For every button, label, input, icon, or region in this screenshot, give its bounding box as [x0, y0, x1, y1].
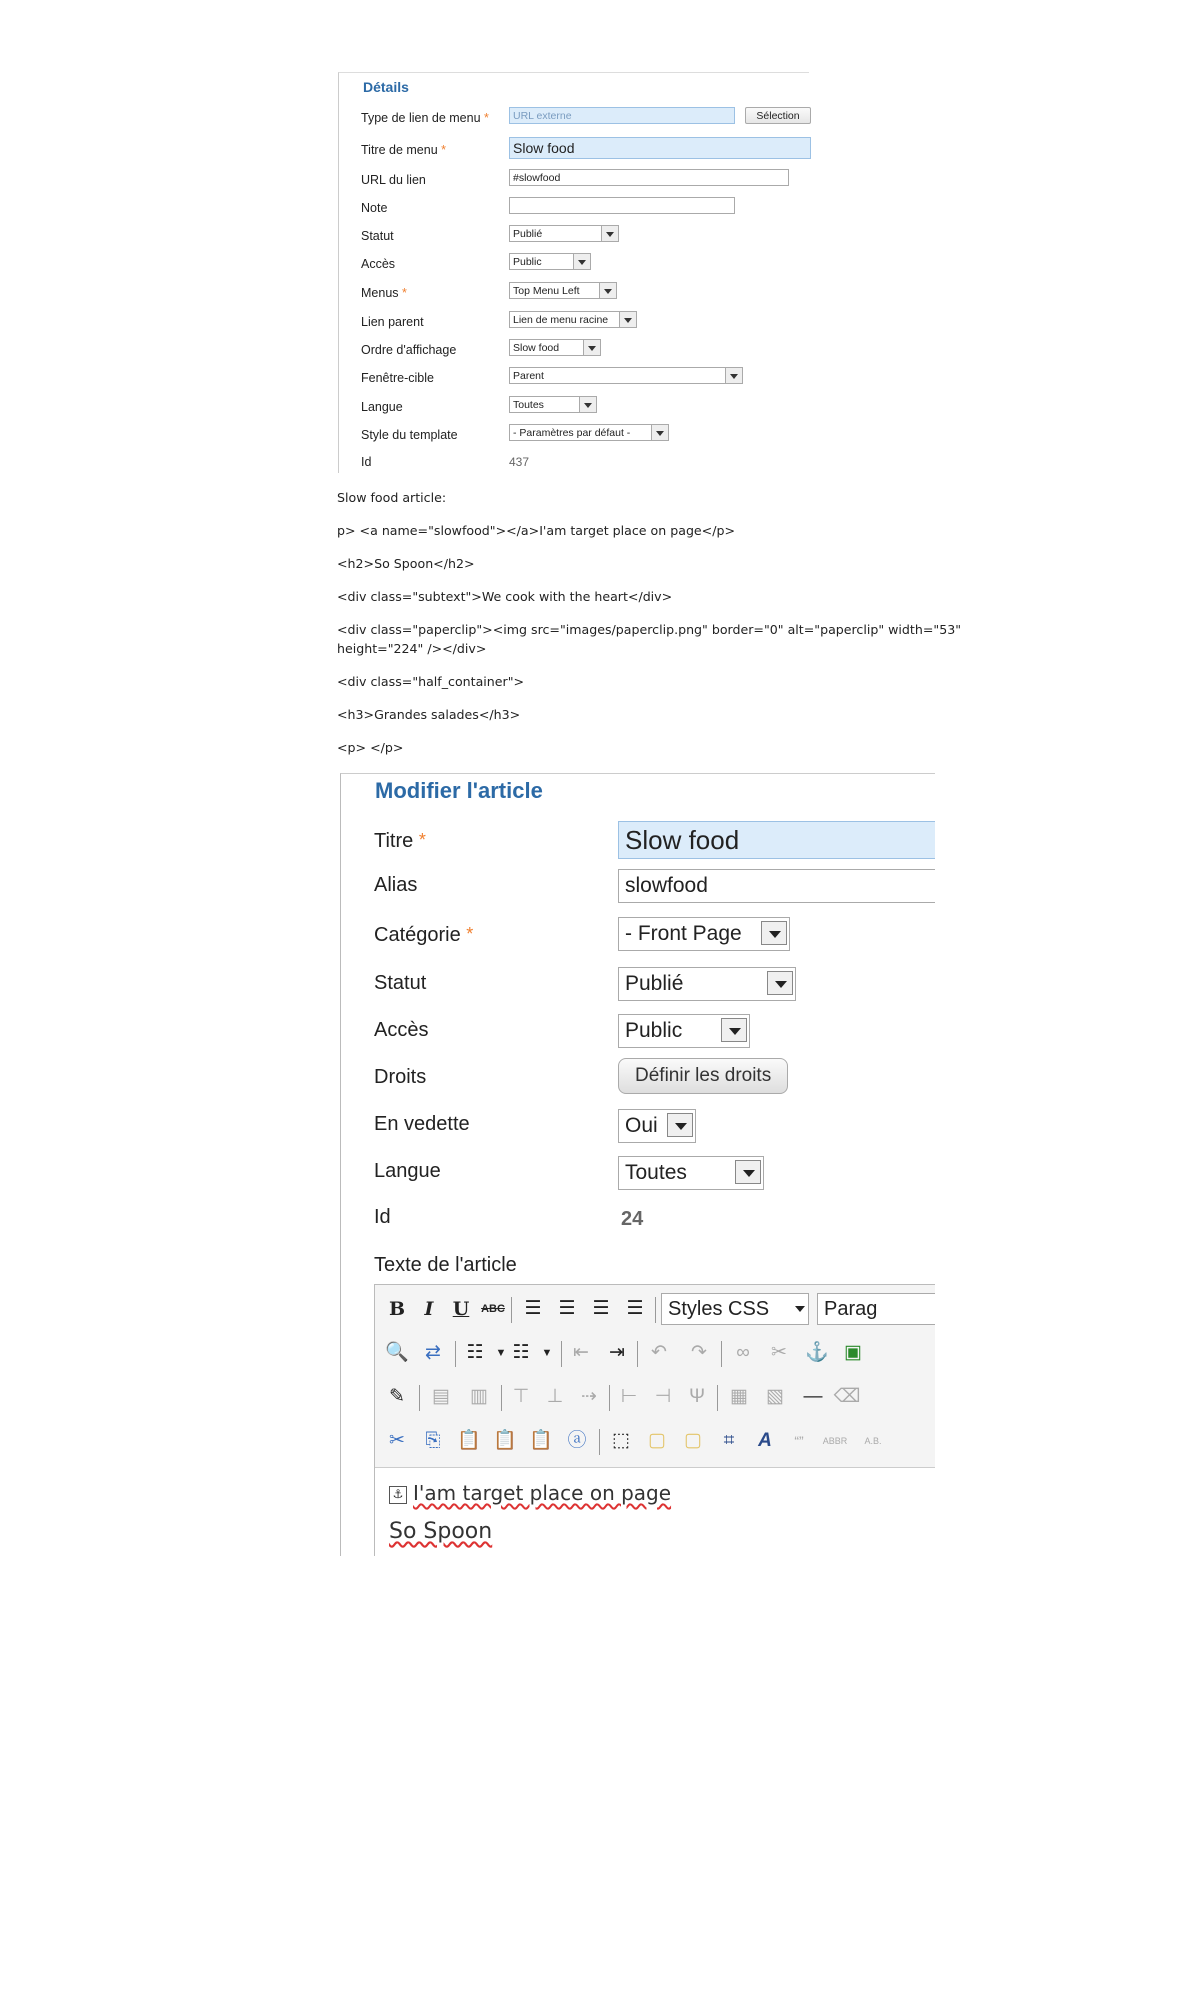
label-statut: Statut	[374, 972, 427, 994]
code-line-4: <div class="subtext">We cook with the heart</div>	[337, 589, 673, 604]
label-acces: Accès	[361, 257, 396, 271]
format-select[interactable]	[817, 1293, 935, 1325]
label-langue: Langue	[374, 1160, 441, 1182]
required-mark: *	[441, 143, 447, 157]
select-all-icon[interactable]: ⓐ	[567, 1430, 587, 1451]
label-statut: Statut	[361, 229, 394, 243]
align-justify-icon[interactable]: ☰	[626, 1298, 644, 1319]
separator	[717, 1385, 718, 1411]
editor-content[interactable]	[389, 1481, 935, 1544]
fenetre-value: Parent	[513, 370, 544, 382]
separator	[637, 1341, 638, 1367]
chevron-down-icon	[619, 312, 636, 327]
insert-row-after-icon[interactable]: ⊥	[546, 1386, 564, 1407]
vedette-select[interactable]	[618, 1109, 696, 1143]
acces-select[interactable]	[509, 253, 591, 270]
acronym-icon[interactable]: A.B.	[864, 1436, 882, 1446]
bold-icon[interactable]: B	[388, 1298, 406, 1320]
separator	[511, 1297, 512, 1323]
label-titre: Titre	[374, 830, 414, 852]
chevron-down-icon	[761, 921, 787, 945]
chevron-down-icon	[735, 1160, 761, 1184]
row-id	[361, 451, 811, 473]
styles-css-select[interactable]	[661, 1293, 809, 1325]
row-note	[361, 197, 811, 219]
categorie-value: - Front Page	[625, 922, 742, 945]
details-legend: Détails	[359, 79, 413, 95]
label-alias: Alias	[374, 874, 418, 896]
style-template-select[interactable]	[509, 424, 669, 441]
chevron-down-icon	[599, 283, 616, 298]
required-mark: *	[484, 111, 489, 125]
align-center-icon[interactable]: ☰	[558, 1298, 576, 1319]
statut-select[interactable]	[618, 967, 796, 1001]
label-url-lien: URL du lien	[361, 173, 426, 187]
quote-icon[interactable]: “”	[794, 1433, 804, 1449]
vedette-value: Oui	[625, 1114, 658, 1137]
required-mark: *	[402, 286, 407, 300]
paste-icon[interactable]: 📋	[457, 1430, 481, 1451]
separator	[609, 1385, 610, 1411]
table-cell-props-icon[interactable]: ▥	[470, 1386, 488, 1407]
ordre-value: Slow food	[513, 342, 560, 354]
abbr-icon[interactable]: ABBR	[822, 1436, 848, 1446]
indent-icon[interactable]: ⇥	[609, 1342, 625, 1363]
content-text-1: I'am target place on page	[413, 1481, 672, 1505]
replace-icon[interactable]: ⇄	[425, 1342, 441, 1363]
type-lien-field[interactable]: URL externe	[509, 107, 735, 124]
separator	[655, 1297, 656, 1323]
label-langue: Langue	[361, 400, 403, 414]
chevron-down-icon	[721, 1018, 747, 1042]
article-legend: Modifier l'article	[371, 778, 547, 804]
find-icon[interactable]: 🔍	[385, 1342, 409, 1363]
menus-value: Top Menu Left	[513, 285, 580, 297]
statut-value: Publié	[625, 972, 684, 995]
label-type-lien: Type de lien de menu	[361, 111, 481, 125]
separator	[599, 1429, 600, 1455]
code-line-2: p> <a name="slowfood"></a>I'am target place on page</p>	[337, 523, 736, 538]
format-value: Parag	[824, 1298, 878, 1320]
selection-button[interactable]: Sélection	[745, 107, 811, 124]
row-statut	[361, 225, 811, 247]
definir-droits-button[interactable]: Définir les droits	[618, 1058, 788, 1094]
article-panel	[340, 773, 935, 1556]
url-lien-input[interactable]: #slowfood	[509, 169, 789, 186]
image-icon[interactable]: ▣	[844, 1342, 862, 1363]
strikethrough-icon[interactable]: ABC	[481, 1303, 505, 1315]
note-input[interactable]	[509, 197, 735, 214]
ordre-select[interactable]	[509, 339, 601, 356]
code-line-7: <div class="half_container">	[337, 674, 525, 689]
row-langue	[361, 396, 811, 418]
titre-menu-input[interactable]: Slow food	[509, 137, 811, 159]
id-value: 24	[621, 1208, 644, 1230]
table-row-props-icon[interactable]: ▤	[432, 1386, 450, 1407]
layer-icon[interactable]: ▢	[648, 1430, 666, 1451]
insert-col-before-icon[interactable]: ⊢	[620, 1386, 638, 1407]
separator	[721, 1341, 722, 1367]
label-vedette: En vedette	[374, 1113, 470, 1135]
editor-toolbar	[375, 1285, 935, 1468]
code-line-8: <h3>Grandes salades</h3>	[337, 707, 521, 722]
fenetre-select[interactable]	[509, 367, 743, 384]
paste-word-icon[interactable]: 📋	[529, 1430, 553, 1451]
row-ordre	[361, 339, 811, 361]
copy-icon[interactable]: ⎘	[425, 1430, 441, 1451]
titre-input[interactable]: Slow food	[618, 821, 935, 859]
acces-value: Public	[625, 1019, 683, 1042]
label-categorie: Catégorie	[374, 924, 461, 946]
bullet-list-icon[interactable]: ☷	[466, 1342, 484, 1363]
style-template-value: - Paramètres par défaut -	[513, 427, 631, 439]
row-type-lien	[361, 107, 811, 129]
categorie-select[interactable]	[618, 917, 790, 951]
label-acces: Accès	[374, 1019, 429, 1041]
lien-parent-value: Lien de menu racine	[513, 314, 609, 326]
label-ordre: Ordre d'affichage	[361, 343, 457, 357]
code-line-1: Slow food article:	[337, 490, 447, 505]
content-line-1	[389, 1481, 935, 1505]
id-value: 437	[509, 455, 530, 469]
row-menus	[361, 282, 811, 304]
separator	[561, 1341, 562, 1367]
visual-aid-icon[interactable]: ⬚	[612, 1430, 630, 1451]
code-line-6: height="224" /></div>	[337, 641, 487, 656]
chevron-down-icon	[579, 397, 596, 412]
row-url-lien	[361, 169, 811, 191]
anchor-icon[interactable]: ⚓	[805, 1342, 829, 1363]
underline-icon[interactable]: U	[452, 1298, 470, 1320]
langue-select[interactable]	[509, 396, 597, 413]
chevron-down-icon	[573, 254, 590, 269]
label-menus: Menus	[361, 286, 399, 300]
label-droits: Droits	[374, 1066, 427, 1088]
layer-absolute-icon[interactable]: ▢	[684, 1430, 702, 1451]
label-id: Id	[374, 1206, 391, 1228]
insert-col-after-icon[interactable]: ⊣	[654, 1386, 672, 1407]
styles-css-value: Styles CSS	[668, 1298, 770, 1320]
crop-icon[interactable]: ⌗	[723, 1430, 735, 1451]
chevron-down-icon	[601, 226, 618, 241]
statut-select[interactable]	[509, 225, 619, 242]
style-icon[interactable]: A	[758, 1430, 772, 1451]
chevron-down-icon	[792, 1294, 808, 1324]
align-left-icon[interactable]: ☰	[524, 1298, 542, 1319]
label-lien-parent: Lien parent	[361, 315, 424, 329]
required-mark: *	[466, 924, 474, 944]
numbered-list-icon[interactable]: ☷	[512, 1342, 530, 1363]
chevron-down-icon	[725, 368, 742, 383]
align-right-icon[interactable]: ☰	[592, 1298, 610, 1319]
chevron-down-icon[interactable]: ▼	[495, 1347, 507, 1359]
acces-select[interactable]	[618, 1014, 750, 1048]
edit-icon[interactable]: ✎	[389, 1386, 405, 1407]
menus-select[interactable]	[509, 282, 617, 299]
code-line-5: <div class="paperclip"><img src="images/paperclip.png" border="0" alt="paperclip" width="53"	[337, 622, 962, 637]
separator	[501, 1385, 502, 1411]
chevron-down-icon	[667, 1113, 693, 1137]
undo-icon[interactable]: ↶	[651, 1342, 667, 1363]
label-id: Id	[361, 455, 372, 469]
eraser-icon[interactable]: ⌫	[833, 1386, 861, 1407]
code-line-9: <p> </p>	[337, 740, 404, 755]
horizontal-rule-icon[interactable]: —	[803, 1386, 823, 1407]
code-line-3: <h2>So Spoon</h2>	[337, 556, 475, 571]
label-style-template: Style du template	[361, 428, 458, 442]
anchor-icon: ⚓	[389, 1486, 407, 1504]
row-fenetre	[361, 367, 811, 389]
label-texte-article: Texte de l'article	[374, 1254, 517, 1276]
lien-parent-select[interactable]	[509, 311, 637, 328]
alias-input[interactable]: slowfood	[618, 869, 935, 903]
required-mark: *	[418, 830, 426, 850]
statut-value: Publié	[513, 228, 543, 240]
insert-row-before-icon[interactable]: ⊤	[512, 1386, 530, 1407]
langue-value: Toutes	[513, 399, 544, 411]
outdent-icon[interactable]: ⇤	[573, 1342, 589, 1363]
delete-col-icon[interactable]: Ψ	[689, 1386, 705, 1407]
redo-icon[interactable]: ↷	[691, 1342, 707, 1363]
unlink-icon[interactable]: ✂	[771, 1342, 787, 1363]
langue-select[interactable]	[618, 1156, 764, 1190]
row-acces	[361, 253, 811, 275]
row-titre-menu	[361, 137, 811, 159]
separator	[455, 1341, 456, 1367]
label-note: Note	[361, 201, 388, 215]
label-fenetre: Fenêtre-cible	[361, 371, 434, 385]
italic-icon[interactable]: I	[424, 1298, 434, 1320]
label-titre-menu: Titre de menu	[361, 143, 438, 157]
separator	[419, 1385, 420, 1411]
delete-row-icon[interactable]: ⇢	[581, 1386, 597, 1407]
link-icon[interactable]: ∞	[736, 1342, 750, 1363]
paste-text-icon[interactable]: 📋	[493, 1430, 517, 1451]
cut-icon[interactable]: ✂	[389, 1430, 405, 1451]
langue-value: Toutes	[625, 1161, 687, 1184]
row-lien-parent	[361, 311, 811, 333]
details-panel	[338, 72, 809, 473]
merge-cells-icon[interactable]: ▧	[766, 1386, 784, 1407]
acces-value: Public	[513, 256, 542, 268]
row-style-template	[361, 424, 811, 446]
chevron-down-icon	[767, 971, 793, 995]
chevron-down-icon	[651, 425, 668, 440]
chevron-down-icon	[583, 340, 600, 355]
content-line-2: So Spoon	[389, 1519, 493, 1544]
split-cells-icon[interactable]: ▦	[730, 1386, 748, 1407]
chevron-down-icon[interactable]: ▼	[541, 1347, 553, 1359]
article-editor	[374, 1284, 935, 1556]
